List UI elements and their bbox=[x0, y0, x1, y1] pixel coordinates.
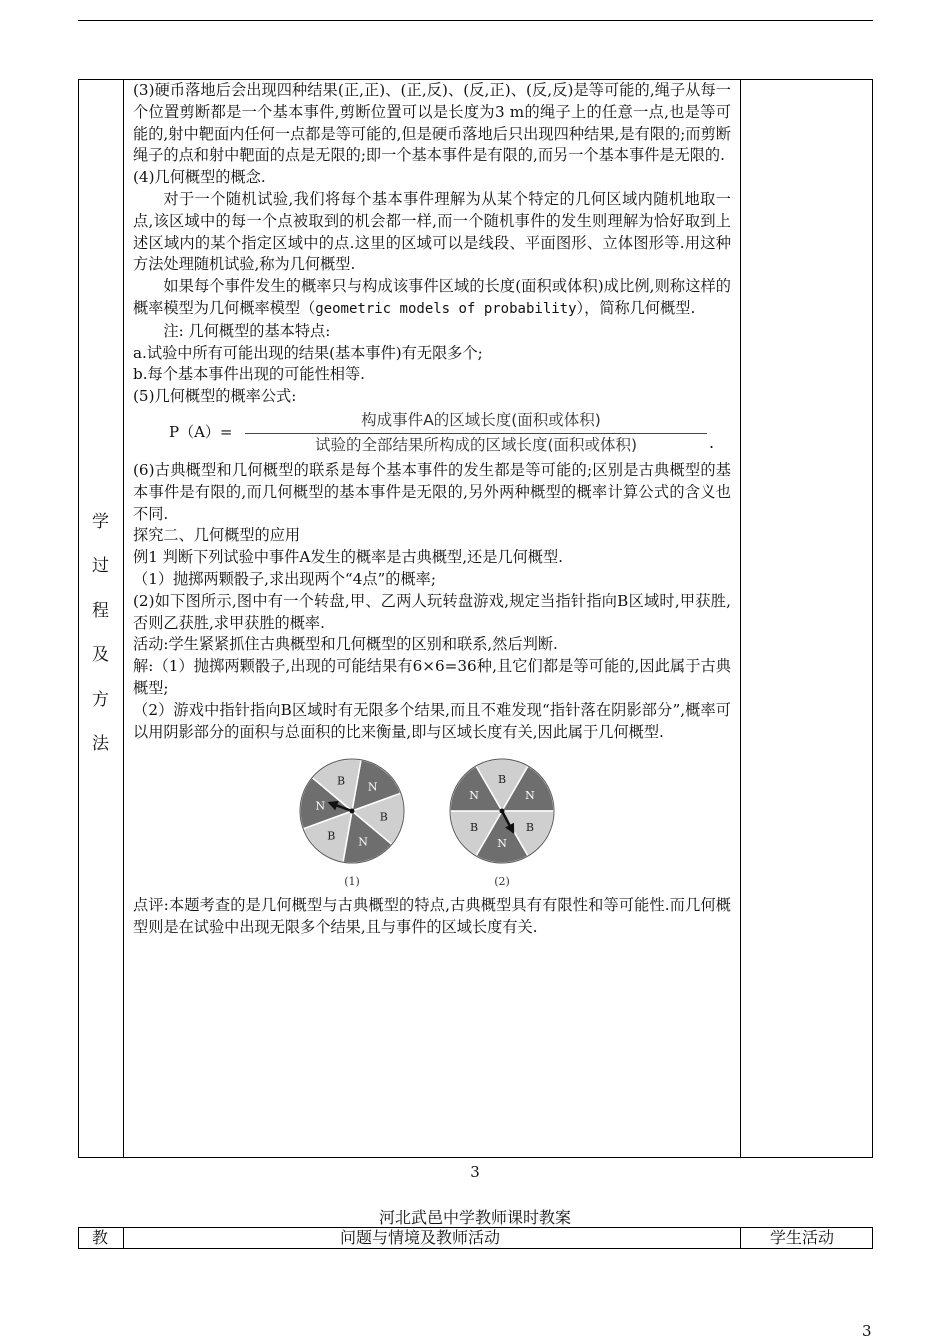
note-title: 注: 几何概型的基本特点: bbox=[163, 321, 331, 340]
wheel-1-hub bbox=[350, 809, 355, 814]
spinner-wheel-1 bbox=[300, 759, 404, 863]
english-term: geometric models of probability bbox=[315, 300, 577, 317]
spinner-figure bbox=[133, 753, 731, 893]
probability-formula bbox=[133, 410, 731, 456]
example-1-part1: （1）抛掷两颗骰子,求出现两个“4点”的概率; bbox=[133, 569, 436, 588]
paragraph-3: (3)硬币落地后会出现四种结果(正,正)、(正,反)、(反,正)、(反,反)是等可能的,绳子从每一个位置剪断都是一个基本事件,剪断位置可以是长度为3 m的绳子上的任意一点,也是等可能的,射中靶面内任何一点都是等可能的,但是硬币落地后只出现四种结果,是有限的;而剪断绳子的点和射中靶面的点是无限的;即一个基本事件是有限的,而另一个基本事件是无限的. bbox=[133, 81, 731, 165]
wheel-2-hub bbox=[500, 809, 505, 814]
page-number: 3 bbox=[470, 1163, 480, 1181]
wheel-2-sector-label: N bbox=[525, 789, 535, 803]
side-char: 程 bbox=[92, 600, 109, 621]
note-a: a.试验中所有可能出现的结果(基本事件)有无限多个; bbox=[133, 343, 483, 362]
formula-end: . bbox=[709, 432, 715, 452]
example-1-part2: (2)如下图所示,图中有一个转盘,甲、乙两人玩转盘游戏,规定当指针指向B区域时,甲获胜,否则乙获胜,求甲获胜的概率. bbox=[133, 591, 731, 632]
bottom-table-divider-right bbox=[740, 1227, 741, 1249]
table-column-divider-left bbox=[123, 79, 124, 1158]
wheel-1-sector-label: B bbox=[336, 775, 346, 789]
p4-body2-a: 如果每个事件发生的概率只与构成该事件区域的长度(面积或体积)成比例,则称这样的概率模型为几何概率模型（ bbox=[133, 277, 731, 317]
wheel-2-sector-label: N bbox=[469, 789, 479, 803]
solution-1: 解:（1）抛掷两颗骰子,出现的可能结果有6×6=36种,且它们都是等可能的,因此属于古典概型; bbox=[133, 657, 731, 697]
explore-2-heading: 探究二、几何概型的应用 bbox=[133, 526, 301, 545]
lesson-content bbox=[133, 80, 731, 939]
paragraph-4-title: (4)几何概型的概念. bbox=[133, 168, 266, 187]
formula-denominator: 试验的全部结果所构成的区域长度(面积或体积) bbox=[314, 435, 638, 454]
comment: 点评:本题考查的是几何概型与古典概型的特点,古典概型具有有限性和等可能性.而几何概型则是在试验中出现无限多个结果,且与事件的区域长度有关. bbox=[133, 896, 731, 937]
activity: 活动:学生紧紧抓住古典概型和几何概型的区别和联系,然后判断. bbox=[133, 635, 558, 654]
header-rule bbox=[78, 20, 873, 21]
school-title: 河北武邑中学教师课时教案 bbox=[378, 1208, 571, 1227]
paragraph-6: (6)古典概型和几何概型的联系是每个基本事件的发生都是等可能的;区别是古典概型的基本事件是有限的,而几何概型的基本事件是无限的,另外两种概型的概率计算公式的含义也不同. bbox=[133, 460, 731, 523]
p4-body2-b: ），简称几何概型. bbox=[576, 298, 696, 317]
wheel-2-sector-label: N bbox=[497, 837, 507, 851]
header-cell-teach: 教 bbox=[92, 1228, 109, 1247]
spinner-wheel-2 bbox=[450, 759, 554, 863]
wheel-1-sector-label: N bbox=[315, 799, 326, 813]
spinner-wheels bbox=[298, 753, 558, 893]
wheel-1-sector-label: N bbox=[367, 780, 378, 794]
side-char: 过 bbox=[92, 556, 109, 577]
wheel-2-sector-label: B bbox=[470, 821, 479, 835]
corner-page-number: 3 bbox=[862, 1322, 872, 1340]
wheel-1-sector-label: B bbox=[327, 830, 336, 844]
paragraph-4-body1: 对于一个随机试验,我们将每个基本事件理解为从某个特定的几何区域内随机地取一点,该区域中的每一个点被取到的机会都一样,而一个随机事件的发生则理解为恰好取到上述区域内的某个指定区域中的点.这里的区域可以是线段、平面图形、立体图形等.用这种方法处理随机试验,称为几何概型. bbox=[133, 189, 731, 274]
formula-numerator: 构成事件A的区域长度(面积或体积) bbox=[361, 410, 601, 429]
wheel-2-sector-label: B bbox=[497, 773, 507, 787]
wheel-1-sector-label: B bbox=[379, 810, 388, 824]
paragraph-5-title: (5)几何概型的概率公式: bbox=[133, 387, 297, 406]
wheel-1-caption: (1) bbox=[344, 875, 360, 889]
bottom-table-divider-left bbox=[123, 1227, 124, 1249]
header-cell-student: 学生活动 bbox=[770, 1228, 835, 1247]
side-char: 法 bbox=[92, 734, 109, 755]
wheel-1-sector-label: N bbox=[358, 835, 368, 849]
solution-2: （2）游戏中指针指向B区域时有无限多个结果,而且不难发现“指针落在阴影部分”,概率可以用阴影部分的面积与总面积的比来衡量,即与区域长度有关,因此属于几何概型. bbox=[133, 700, 731, 741]
example-1: 例1 判断下列试验中事件A发生的概率是古典概型,还是几何概型. bbox=[133, 548, 563, 567]
paragraph-4-body2 bbox=[133, 276, 731, 321]
header-cell-activities: 问题与情境及教师活动 bbox=[340, 1228, 501, 1247]
wheel-2-caption: (2) bbox=[494, 875, 510, 889]
formula-lhs: P（A）= bbox=[169, 422, 233, 441]
side-char: 学 bbox=[92, 512, 109, 532]
fraction-bar bbox=[245, 433, 707, 434]
side-char: 及 bbox=[92, 645, 109, 666]
note-b: b.每个基本事件出现的可能性相等. bbox=[133, 365, 366, 384]
side-column-label bbox=[78, 500, 123, 766]
side-char: 方 bbox=[92, 689, 109, 710]
wheel-2-sector-label: B bbox=[525, 821, 534, 835]
table-column-divider-right bbox=[740, 79, 741, 1158]
